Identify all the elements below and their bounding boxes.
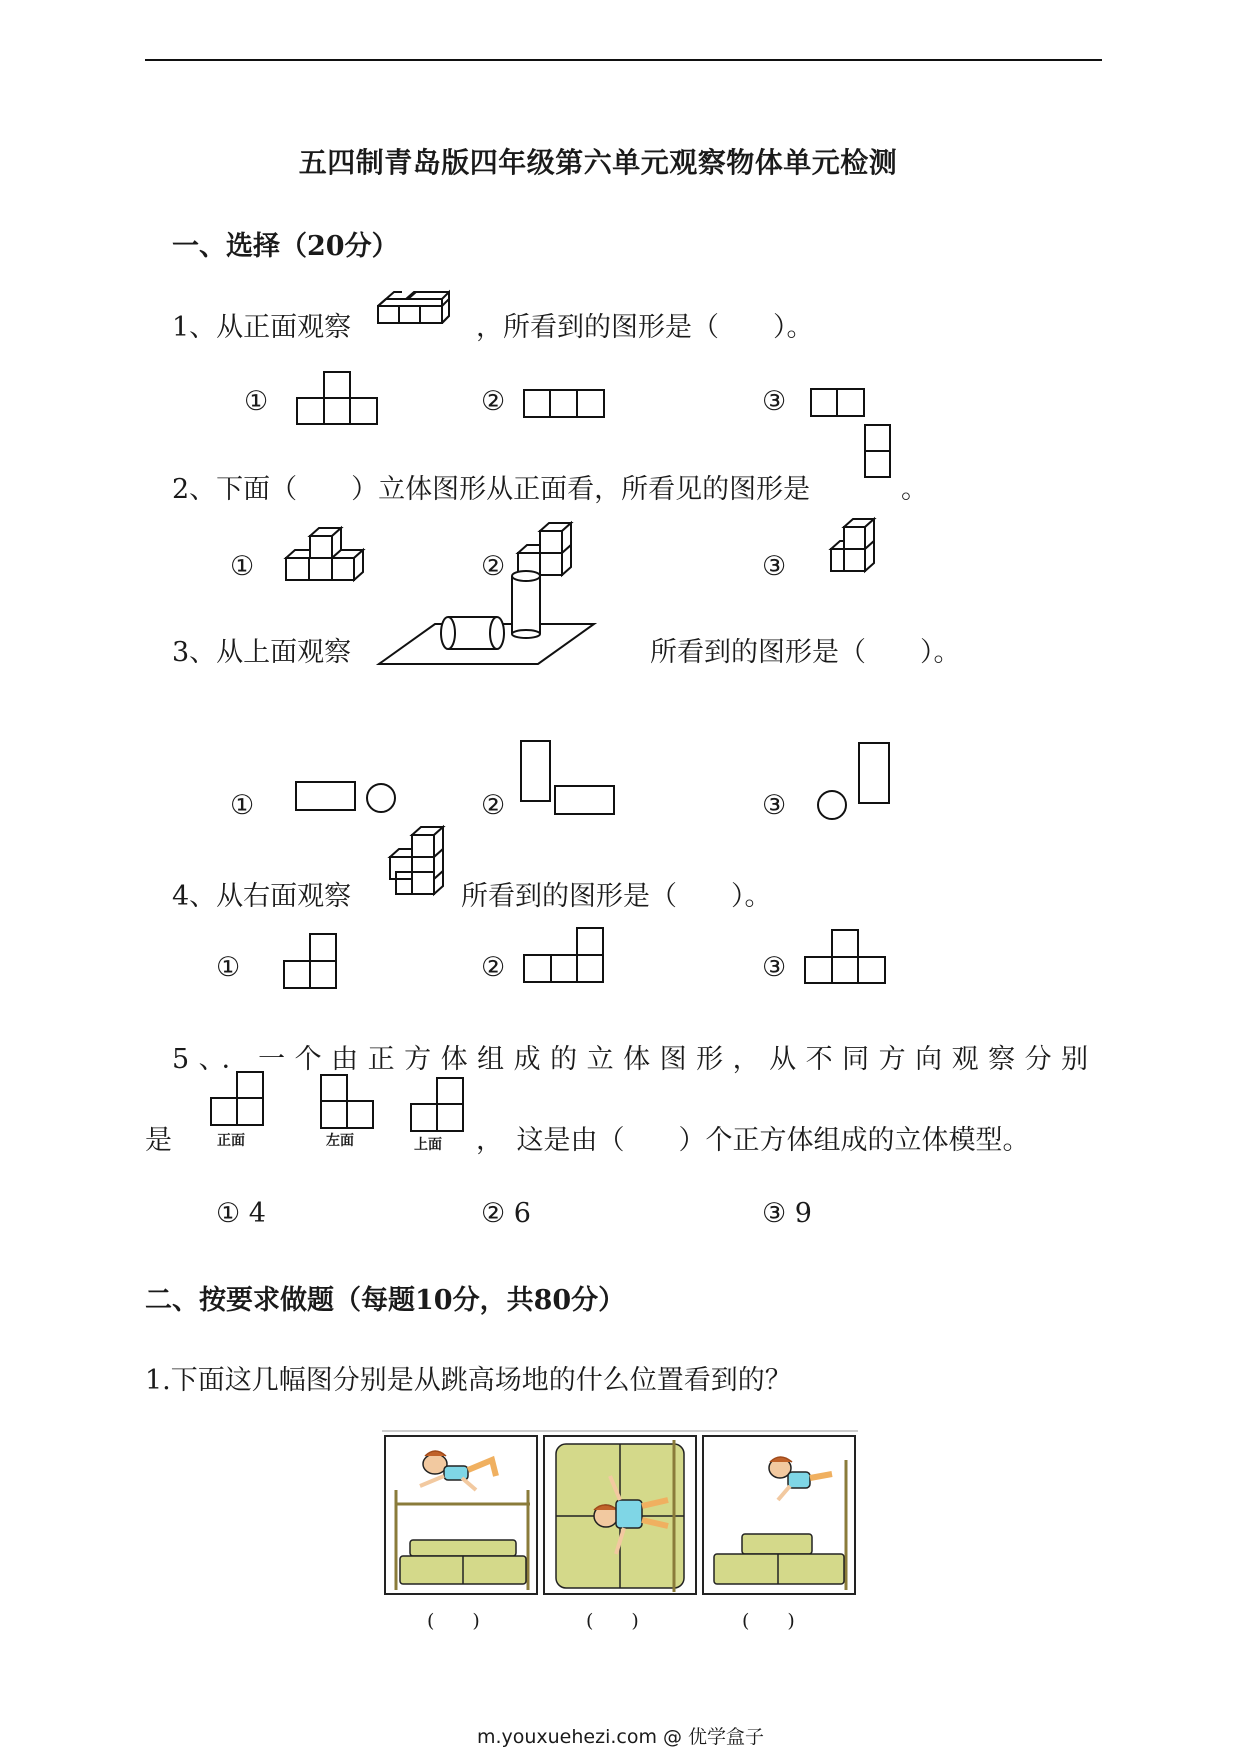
q3-option-3-shape <box>817 742 893 822</box>
q3-option-3-label: ③ <box>762 790 787 821</box>
section-1-heading: 一、选择（20分） <box>172 231 399 262</box>
q1-prefix: 1、从正面观察 <box>172 312 352 343</box>
q5-suffix: ， 这是由（ ）个正方体组成的立体模型。 <box>476 1125 1030 1156</box>
q1-cube-figure <box>376 292 451 332</box>
q4-option-2-label: ② <box>481 952 506 983</box>
panel-3-answer-blank[interactable]: ( ) <box>742 1610 795 1632</box>
q4-prefix: 4、从右面观察 <box>172 881 352 912</box>
panel-2-answer-blank[interactable]: ( ) <box>586 1610 639 1632</box>
q4-option-3-label: ③ <box>762 952 787 983</box>
q3-cylinders-figure <box>378 570 596 666</box>
footer-watermark: m.youxuehezi.com @ 优学盒子 <box>476 1726 765 1748</box>
q5-front-view-shape <box>209 1071 265 1127</box>
q1-option-2-label: ② <box>481 386 506 417</box>
section-2-heading: 二、按要求做题（每题10分，共80分） <box>145 1285 626 1316</box>
q5-option-1: ① 4 <box>216 1198 266 1229</box>
q3-option-2-shape <box>520 740 616 816</box>
q3-suffix: 所看到的图形是（ ）。 <box>650 637 961 668</box>
q3-prefix: 3、从上面观察 <box>172 637 352 668</box>
q5-front-caption: 正面 <box>217 1133 245 1149</box>
q1-option-3-shape <box>810 388 866 418</box>
q5-left-view-shape <box>319 1074 375 1130</box>
q2-suffix: 。 <box>901 474 928 505</box>
q2-target-shape <box>864 424 892 478</box>
q4-cubes-figure <box>384 826 448 898</box>
q1-option-1-shape <box>296 371 378 425</box>
q5-line1: 5、．一个由正方体组成的立体图形，从不同方向观察分别 <box>172 1044 1098 1075</box>
high-jump-panels <box>380 1430 860 1602</box>
panel-1-answer-blank[interactable]: ( ) <box>427 1610 480 1632</box>
q2-option-3-cubes <box>830 518 878 580</box>
q3-option-2-label: ② <box>481 790 506 821</box>
header-rule <box>145 59 1102 61</box>
q4-suffix: 所看到的图形是（ ）。 <box>461 881 772 912</box>
q5-left-caption: 左面 <box>326 1133 354 1149</box>
q1-option-1-label: ① <box>244 386 269 417</box>
q4-option-2-shape <box>523 926 605 984</box>
q5-shi: 是 <box>145 1125 172 1156</box>
q2-option-1-label: ① <box>230 551 255 582</box>
q4-option-1-shape <box>282 932 338 990</box>
q3-option-1-shape <box>295 780 397 814</box>
q5-option-2: ② 6 <box>481 1198 531 1229</box>
q2-option-2-label: ② <box>481 551 506 582</box>
q5-top-caption: 上面 <box>414 1137 442 1153</box>
page-title: 五四制青岛版四年级第六单元观察物体单元检测 <box>298 146 898 179</box>
q4-option-1-label: ① <box>216 952 241 983</box>
section-2-q1: 1.下面这几幅图分别是从跳高场地的什么位置看到的？ <box>145 1365 792 1396</box>
q2-prefix: 2、下面（ ）立体图形从正面看，所看见的图形是 <box>172 474 811 505</box>
q4-option-3-shape <box>804 929 886 985</box>
q2-option-3-label: ③ <box>762 551 787 582</box>
q1-option-3-label: ③ <box>762 386 787 417</box>
q1-suffix: ，所看到的图形是（ ）。 <box>476 312 814 343</box>
q3-option-1-label: ① <box>230 790 255 821</box>
q2-option-1-cubes <box>285 527 365 581</box>
q5-top-view-shape <box>409 1077 465 1133</box>
q1-option-2-shape <box>523 389 605 419</box>
q5-option-3: ③ 9 <box>762 1198 812 1229</box>
